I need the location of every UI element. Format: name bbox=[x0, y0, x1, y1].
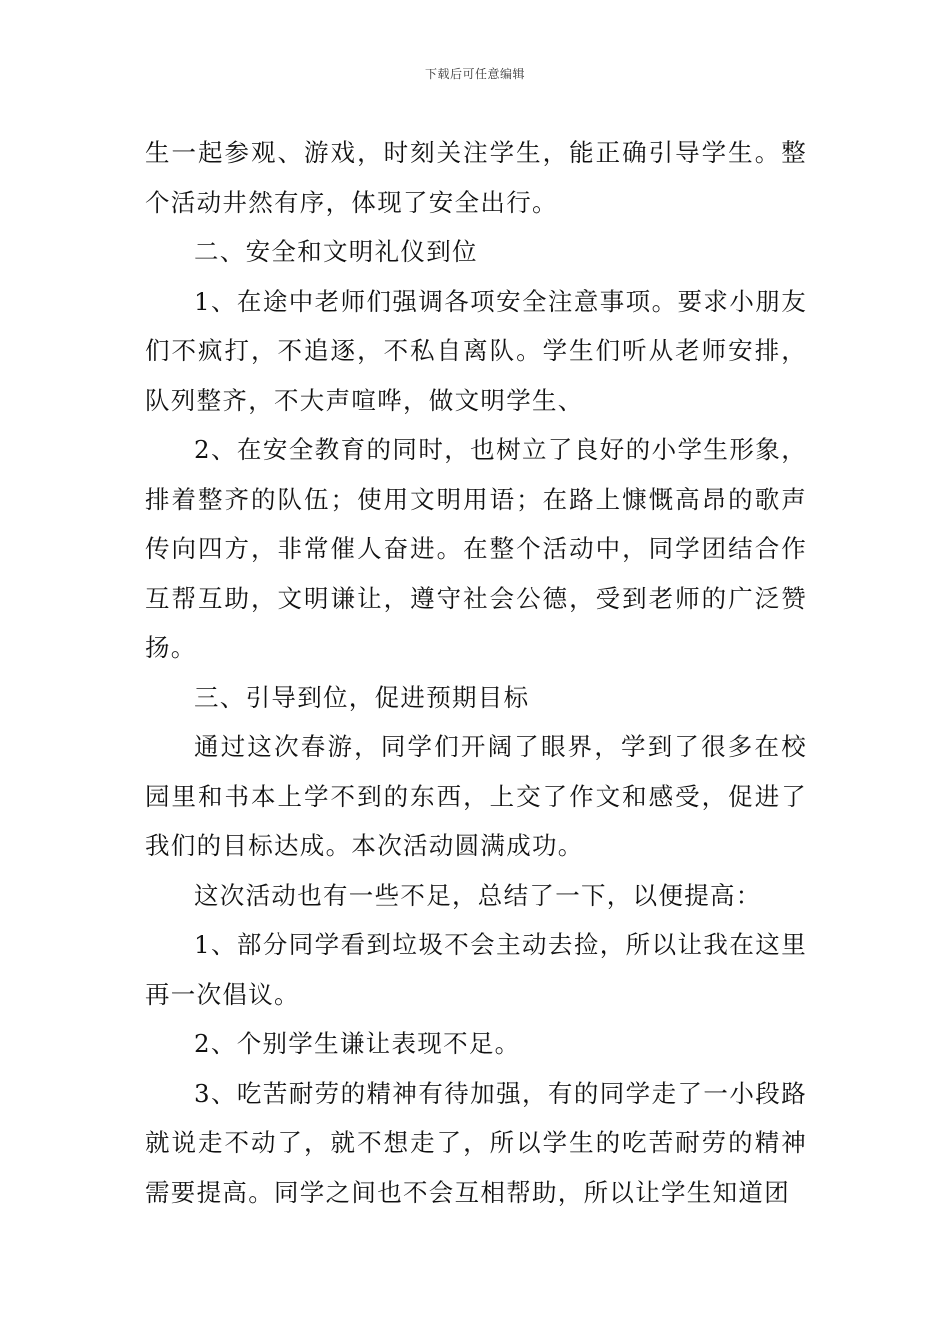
paragraph-shortcoming-1: 1、部分同学看到垃圾不会主动去捡，所以让我在这里再一次倡议。 bbox=[145, 930, 807, 1009]
paragraph-shortcoming-2: 2、个别学生谦让表现不足。 bbox=[194, 1029, 521, 1058]
document-body bbox=[145, 128, 807, 1217]
paragraph-guidance-result: 通过这次春游，同学们开阔了眼界，学到了很多在校园里和书本上学不到的东西，上交了作文和感受，促进了我们的目标达成。本次活动圆满成功。 bbox=[145, 732, 807, 860]
paragraph-safety-point-1: 1、在途中老师们强调各项安全注意事项。要求小朋友们不疯打，不追逐，不私自离队。学生们听从老师安排，队列整齐，不大声喧哗，做文明学生、 bbox=[145, 286, 807, 415]
paragraph-safety-point-2: 2、在安全教育的同时，也树立了良好的小学生形象，排着整齐的队伍；使用文明用语；在路上慷慨高昂的歌声传向四方，非常催人奋进。在整个活动中，同学团结合作互帮互助，文明谦让，遵守社会公德，受到老师的广泛赞扬。 bbox=[145, 435, 807, 662]
paragraph-shortcomings-intro: 这次活动也有一些不足，总结了一下，以便提高： bbox=[194, 880, 762, 910]
page-header: 下载后可任意编辑 bbox=[424, 67, 525, 81]
section-heading-guidance: 三、引导到位，促进预期目标 bbox=[194, 682, 530, 712]
paragraph-shortcoming-3: 3、吃苦耐劳的精神有待加强，有的同学走了一小段路就说走不动了，就不想走了，所以学生的吃苦耐劳的精神需要提高。同学之间也不会互相帮助，所以让学生知道团 bbox=[145, 1078, 807, 1207]
paragraph-activity-summary: 生一起参观、游戏，时刻关注学生，能正确引导学生。整个活动井然有序，体现了安全出行。 bbox=[145, 138, 807, 217]
section-heading-safety-etiquette: 二、安全和文明礼仪到位 bbox=[194, 237, 478, 266]
